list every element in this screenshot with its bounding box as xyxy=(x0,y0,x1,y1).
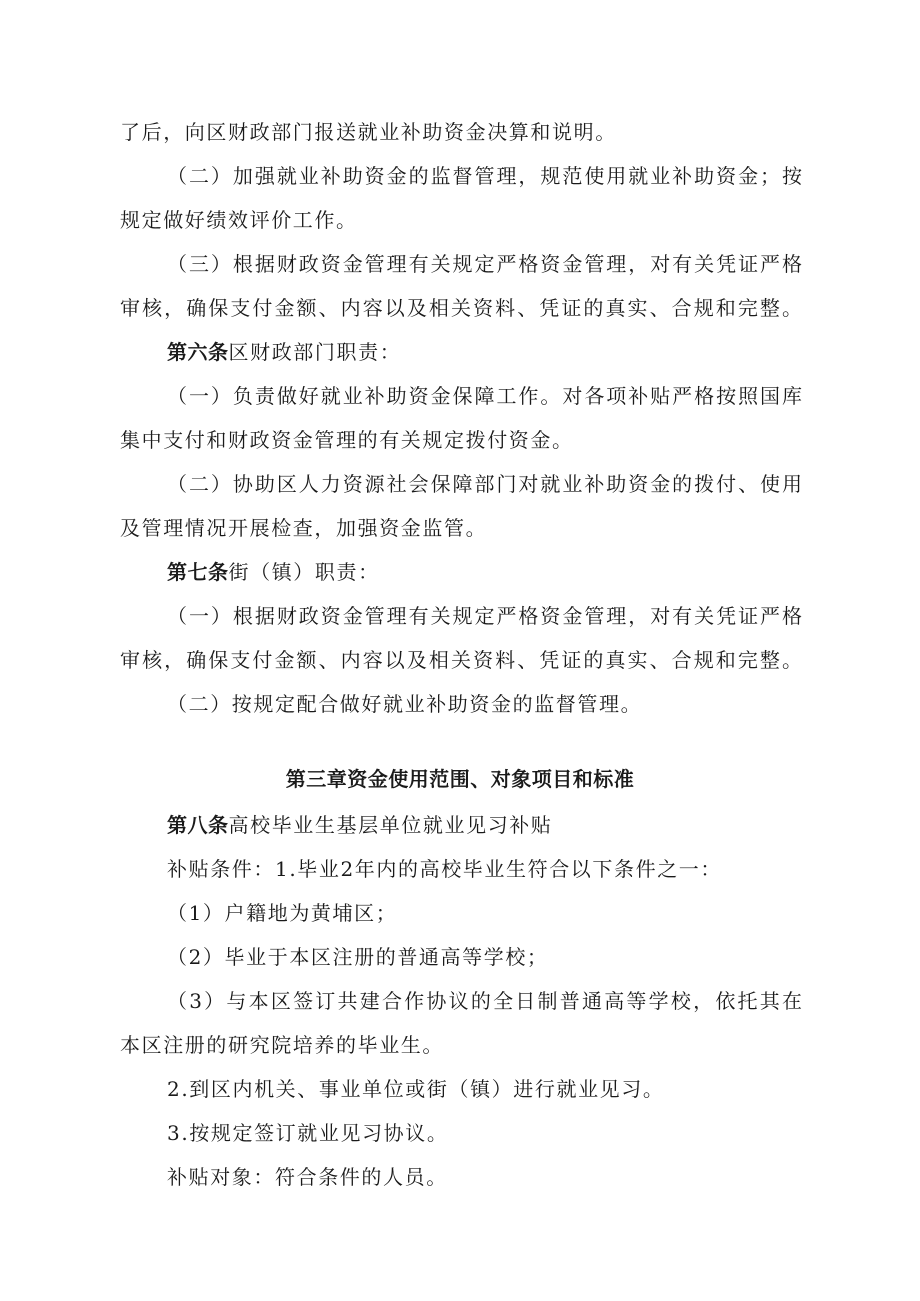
paragraph-line: 3.按规定签订就业见习协议。 xyxy=(167,1121,449,1145)
paragraph-line: 本区注册的研究院培养的毕业生。 xyxy=(120,1033,444,1057)
paragraph-line: 补贴对象：符合条件的人员。 xyxy=(167,1165,448,1189)
paragraph-line: 审核，确保支付金额、内容以及相关资料、凭证的真实、合规和完整。 xyxy=(120,296,802,320)
paragraph-line: （一）负责做好就业补助资金保障工作。对各项补贴严格按照国库 xyxy=(167,384,802,408)
article-6-label: 第六条 xyxy=(167,340,229,364)
paragraph-line: 及管理情况开展检查，加强资金监管。 xyxy=(120,516,488,540)
paragraph-line: （三）根据财政资金管理有关规定严格资金管理，对有关凭证严格 xyxy=(167,252,802,276)
article-6-text: 区财政部门职责： xyxy=(228,340,402,364)
paragraph-line: 2.到区内机关、事业单位或街（镇）进行就业见习。 xyxy=(167,1077,665,1101)
paragraph-line: （3）与本区签订共建合作协议的全日制普通高等学校，依托其在 xyxy=(167,989,802,1013)
paragraph-line: （二）加强就业补助资金的监督管理，规范使用就业补助资金；按 xyxy=(167,164,802,188)
paragraph-line: （二）协助区人力资源社会保障部门对就业补助资金的拨付、使用 xyxy=(167,472,802,496)
paragraph-line: （1）户籍地为黄埔区； xyxy=(167,901,398,925)
paragraph-line: 规定做好绩效评价工作。 xyxy=(120,208,358,232)
paragraph-line: （二）按规定配合做好就业补助资金的监督管理。 xyxy=(167,692,643,716)
article-8-line xyxy=(167,811,553,839)
chapter-heading: 第三章资金使用范围、对象项目和标准 xyxy=(285,767,635,791)
article-8-text: 高校毕业生基层单位就业见习补贴 xyxy=(228,813,553,837)
paragraph-line: 了后，向区财政部门报送就业补助资金决算和说明。 xyxy=(120,120,617,144)
paragraph-line: 审核，确保支付金额、内容以及相关资料、凭证的真实、合规和完整。 xyxy=(120,648,802,672)
article-8-label: 第八条 xyxy=(167,813,229,837)
article-6-line xyxy=(167,338,401,366)
paragraph-line: （一）根据财政资金管理有关规定严格资金管理，对有关凭证严格 xyxy=(167,604,802,628)
article-7-line xyxy=(167,558,380,586)
paragraph-line: （2）毕业于本区注册的普通高等学校； xyxy=(167,945,549,969)
paragraph-line: 集中支付和财政资金管理的有关规定拨付资金。 xyxy=(120,428,574,452)
article-7-label: 第七条 xyxy=(167,560,229,584)
article-7-text: 街（镇）职责： xyxy=(228,560,380,584)
paragraph-line: 补贴条件：1.毕业2年内的高校毕业生符合以下条件之一： xyxy=(167,857,723,881)
